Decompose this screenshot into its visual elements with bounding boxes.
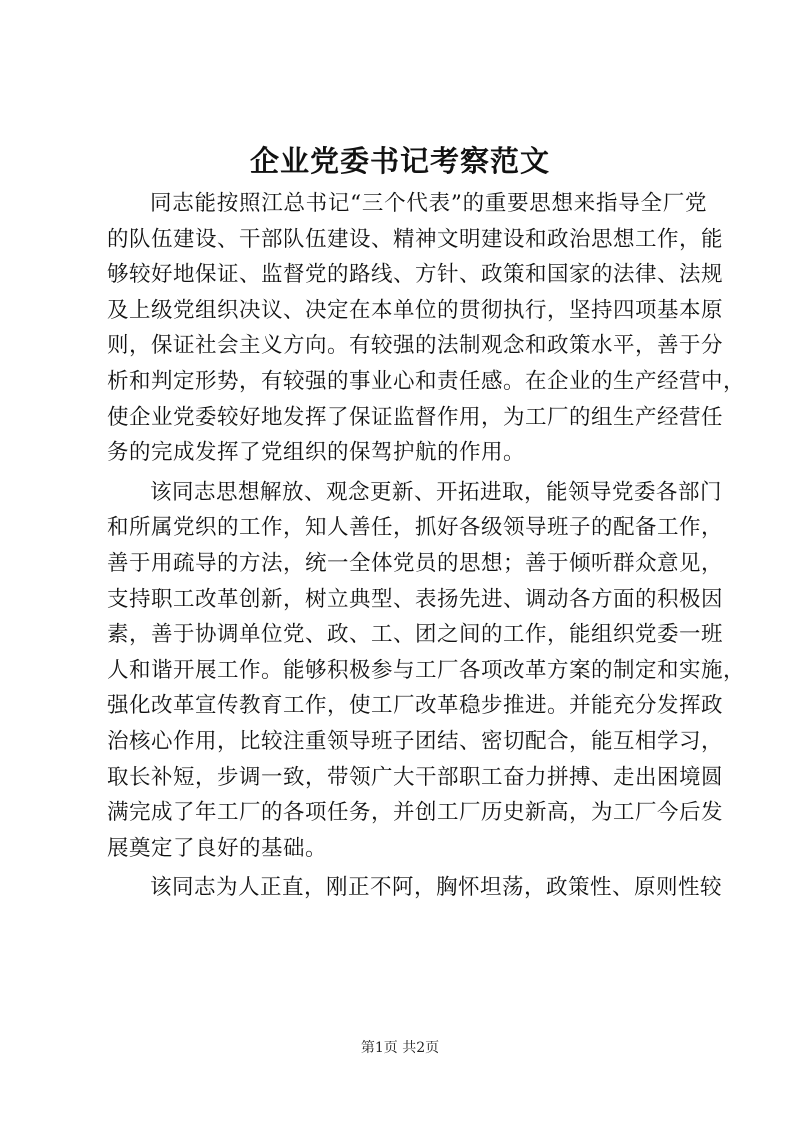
text-line: 善于用疏导的方法，统一全体党员的思想；善于倾听群众意见， [107,550,724,576]
text-line: 素，善于协调单位党、政、工、团之间的工作，能组织党委一班 [107,622,724,648]
page-number-footer: 第1页 共2页 [360,1040,440,1056]
text-line: 取长补短，步调一致，带领广大干部职工奋力拼搏、走出困境圆 [107,764,724,790]
text-line: 同志能按照江总书记“三个代表”的重要思想来指导全厂党 [150,191,707,216]
text-line: 务的完成发挥了党组织的保驾护航的作用。 [107,440,526,466]
document-body [107,186,746,906]
text-line: 展奠定了良好的基础。 [107,835,328,861]
text-line: 该同志为人正直，刚正不阿，胸怀坦荡，政策性、原则性较 [150,875,723,901]
text-line: 满完成了年工厂的各项任务，并创工厂历史新高，为工厂今后发 [107,800,724,826]
text-line: 析和判定形势，有较强的事业心和责任感。在企业的生产经营中， [107,368,746,394]
text-line: 则，保证社会主义方向。有较强的法制观念和政策水平，善于分 [107,333,724,359]
paragraph-2 [107,475,746,867]
text-line: 的队伍建设、干部队伍建设、精神文明建设和政治思想工作，能 [107,226,724,252]
text-line: 使企业党委较好地发挥了保证监督作用，为工厂的组生产经营任 [107,404,724,430]
text-line: 治核心作用，比较注重领导班子团结、密切配合，能互相学习， [107,728,724,754]
text-line: 够较好地保证、监督党的路线、方针、政策和国家的法律、法规 [107,262,724,288]
text-line: 支持职工改革创新，树立典型、表扬先进、调动各方面的积极因 [107,586,724,612]
paragraph-3 [107,870,723,906]
document-title: 企业党委书记考察范文 [249,144,550,178]
paragraph-1 [107,186,746,471]
text-line: 该同志思想解放、观念更新、开拓进取，能领导党委各部门 [150,479,723,505]
text-line: 及上级党组织决议、决定在本单位的贯彻执行，坚持四项基本原 [107,297,724,323]
text-line: 强化改革宣传教育工作，使工厂改革稳步推进。并能充分发挥政 [107,693,724,719]
text-line: 人和谐开展工作。能够积极参与工厂各项改革方案的制定和实施， [107,657,746,683]
text-line: 和所属党织的工作，知人善任，抓好各级领导班子的配备工作， [107,515,724,541]
